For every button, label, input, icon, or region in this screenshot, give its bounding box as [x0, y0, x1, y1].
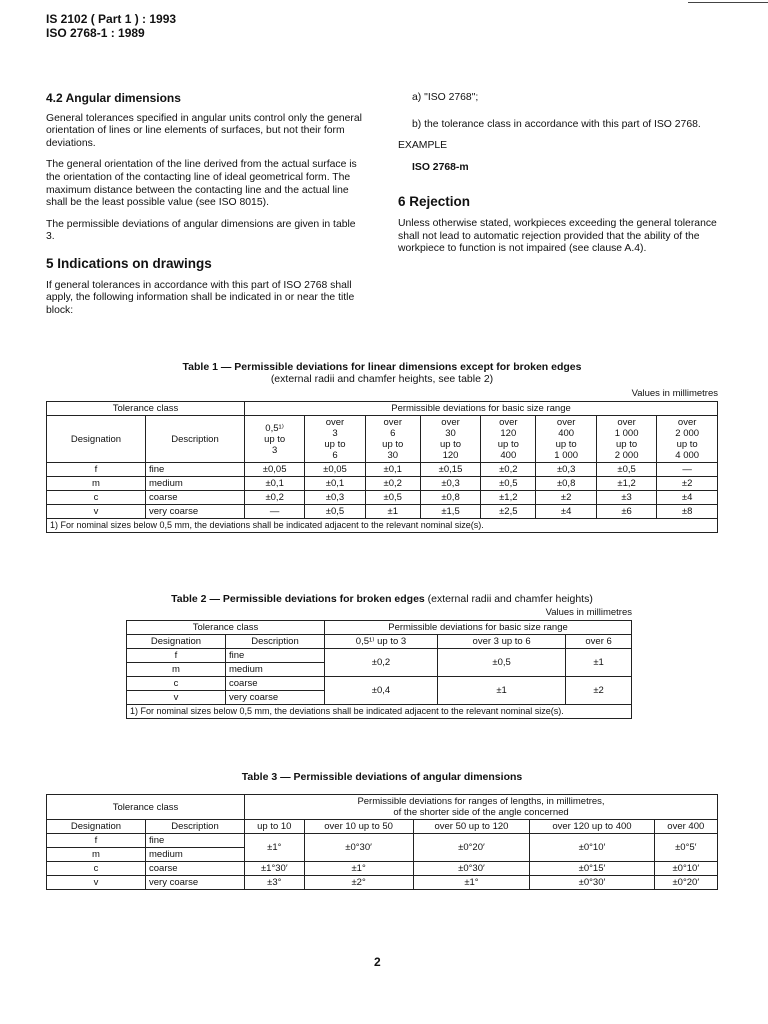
- table-2-range-1: 0,5¹⁾ up to 3: [325, 635, 438, 649]
- table-1-header-row-1: [47, 402, 718, 416]
- table-3-range-3: over 50 up to 120: [413, 820, 530, 834]
- table-1-value: ±0,3: [420, 477, 480, 491]
- table-1-value: ±0,2: [481, 463, 536, 477]
- table-3-value: ±0°30′: [530, 876, 654, 890]
- table-1-header-row-2: [47, 416, 718, 463]
- table-1-value: ±2,5: [481, 505, 536, 519]
- top-rule: [688, 2, 768, 3]
- table-3-value: ±0°30′: [413, 862, 530, 876]
- table-3-value: ±0°5′: [654, 834, 717, 862]
- table-1-value: ±0,3: [536, 463, 596, 477]
- table-1-description-header: Description: [146, 416, 245, 463]
- table-1-range-8: over 2 000 up to 4 000: [657, 416, 718, 463]
- table-1-value: ±0,05: [305, 463, 365, 477]
- table-row: [127, 677, 632, 691]
- table-2-footnote-row: [127, 705, 632, 719]
- table-3-range-header-line-1: Permissible deviations for ranges of lengths, in millimetres,: [357, 796, 605, 807]
- right-column: [398, 92, 720, 265]
- table-1-value: ±1,5: [420, 505, 480, 519]
- table-row: [47, 876, 718, 890]
- table-3-designation-f: f: [47, 834, 146, 848]
- table-3-value: ±1°: [245, 834, 305, 862]
- table-1-value: ±8: [657, 505, 718, 519]
- table-1-value: —: [657, 463, 718, 477]
- section-4-2-para-1: General tolerances specified in angular units control only the general orientation of lines or line elements of surfaces, but not their form deviations.: [46, 112, 362, 149]
- table-2-caption-main: Table 2 — Permissible deviations for broken edges: [171, 593, 425, 605]
- table-2-description-fine: fine: [226, 649, 325, 663]
- document-header: [46, 12, 176, 40]
- table-2-range-2: over 3 up to 6: [438, 635, 566, 649]
- table-2-designation-m: m: [127, 663, 226, 677]
- table-1-units: Values in millimetres: [631, 388, 718, 399]
- section-5-title: 5 Indications on drawings: [46, 255, 212, 271]
- table-2-designation-header: Designation: [127, 635, 226, 649]
- table-1-caption: [46, 361, 718, 385]
- table-3-value: ±1°: [304, 862, 413, 876]
- table-1-value: ±0,1: [365, 463, 420, 477]
- table-1-value: ±0,8: [536, 477, 596, 491]
- table-row: [47, 834, 718, 848]
- table-3-value: ±1°30′: [245, 862, 305, 876]
- table-3-value: ±0°20′: [654, 876, 717, 890]
- table-1-range-3: over 6 up to 30: [365, 416, 420, 463]
- table-1-value: ±0,2: [365, 477, 420, 491]
- table-1-description: very coarse: [146, 505, 245, 519]
- table-3-caption: Table 3 — Permissible deviations of angular dimensions: [241, 771, 523, 783]
- table-row: [47, 477, 718, 491]
- table-2-designation-c: c: [127, 677, 226, 691]
- table-1-range-4: over 30 up to 120: [420, 416, 480, 463]
- table-1-description: medium: [146, 477, 245, 491]
- table-1-range-6: over 400 up to 1 000: [536, 416, 596, 463]
- table-2-units: Values in millimetres: [545, 607, 632, 618]
- table-3-designation-c: c: [47, 862, 146, 876]
- table-1-description: coarse: [146, 491, 245, 505]
- table-1-value: ±0,15: [420, 463, 480, 477]
- table-2-description-coarse: coarse: [226, 677, 325, 691]
- table-1-value: ±0,3: [305, 491, 365, 505]
- table-1: [46, 401, 718, 533]
- table-2-value: ±0,4: [325, 677, 438, 705]
- table-3-description-coarse: coarse: [146, 862, 245, 876]
- example-value: ISO 2768-m: [412, 161, 469, 173]
- table-2-range-header: Permissible deviations for basic size range: [325, 621, 632, 635]
- table-row: [127, 649, 632, 663]
- table-3-value: ±0°15′: [530, 862, 654, 876]
- header-standard-is: IS 2102 ( Part 1 ) : 1993: [46, 12, 177, 26]
- section-4-2-para-3: The permissible deviations of angular dimensions are given in table 3.: [46, 218, 356, 243]
- table-3-header-row-2: [47, 820, 718, 834]
- table-1-value: ±0,05: [245, 463, 305, 477]
- table-1-value: ±0,1: [245, 477, 305, 491]
- table-1-value: ±0,1: [305, 477, 365, 491]
- section-5-para-1: If general tolerances in accordance with this part of ISO 2768 shall apply, the following information shall be indicated in or near the title block:: [46, 279, 355, 316]
- table-1-value: ±0,5: [596, 463, 656, 477]
- table-1-value: ±0,2: [245, 491, 305, 505]
- table-1-footnote: 1) For nominal sizes below 0,5 mm, the deviations shall be indicated adjacent to the relevant nominal size(s).: [47, 519, 718, 533]
- table-1-value: ±6: [596, 505, 656, 519]
- section-6-para-1: Unless otherwise stated, workpieces exceeding the general tolerance shall not lead to automatic rejection provided that the ability of the workpiece to function is not impaired (see clause A.4).: [398, 217, 717, 255]
- table-1-range-7: over 1 000 up to 2 000: [596, 416, 656, 463]
- table-3-range-4: over 120 up to 400: [530, 820, 654, 834]
- table-1-value: ±1,2: [481, 491, 536, 505]
- table-1-value: ±0,8: [420, 491, 480, 505]
- list-item-b: b) the tolerance class in accordance with this part of ISO 2768.: [412, 118, 701, 130]
- table-1-range-2: over 3 up to 6: [305, 416, 365, 463]
- table-2-description-very-coarse: very coarse: [226, 691, 325, 705]
- table-3-designation-m: m: [47, 848, 146, 862]
- table-2-value: ±1: [438, 677, 566, 705]
- table-2-description-medium: medium: [226, 663, 325, 677]
- table-2-caption: [46, 593, 718, 605]
- table-2-value: ±2: [566, 677, 632, 705]
- table-3-range-header-line-2: of the shorter side of the angle concerned: [393, 807, 569, 818]
- table-3-range-5: over 400: [654, 820, 717, 834]
- table-3-value: ±0°20′: [413, 834, 530, 862]
- table-1-range-header: Permissible deviations for basic size range: [245, 402, 718, 416]
- table-3-description-fine: fine: [146, 834, 245, 848]
- table-2: [126, 620, 632, 719]
- table-1-range-5: over 120 up to 400: [481, 416, 536, 463]
- table-3-designation-header: Designation: [47, 820, 146, 834]
- table-1-value: ±4: [536, 505, 596, 519]
- table-3-range-1: up to 10: [245, 820, 305, 834]
- table-1-value: ±0,5: [305, 505, 365, 519]
- table-3-description-header: Description: [146, 820, 245, 834]
- table-row: [47, 505, 718, 519]
- table-1-value: ±2: [657, 477, 718, 491]
- table-1-value: ±1: [365, 505, 420, 519]
- table-1-caption-sub: (external radii and chamfer heights, see table 2): [270, 373, 494, 385]
- table-1-value: ±0,5: [481, 477, 536, 491]
- table-row: [47, 463, 718, 477]
- section-4-2-para-2: The general orientation of the line derived from the actual surface is the orientation of the contacting line of ideal geometrical form. The maximum distance between the contacting line and the actual line shall be the least possible value (see ISO 8015).: [46, 159, 357, 209]
- table-1-value: ±3: [596, 491, 656, 505]
- table-row: [47, 491, 718, 505]
- table-1-value: ±0,5: [365, 491, 420, 505]
- table-1-value: —: [245, 505, 305, 519]
- table-3-description-medium: medium: [146, 848, 245, 862]
- table-3-value: ±1°: [413, 876, 530, 890]
- table-2-value: ±0,5: [438, 649, 566, 677]
- table-1-value: ±2: [536, 491, 596, 505]
- table-2-designation-f: f: [127, 649, 226, 663]
- table-1-class-header: Tolerance class: [47, 402, 245, 416]
- example-label: EXAMPLE: [398, 140, 448, 152]
- table-3: [46, 794, 718, 890]
- table-3-range-header: [245, 795, 718, 820]
- table-1-designation: m: [47, 477, 146, 491]
- table-1-range-1: 0,5¹⁾ up to 3: [245, 416, 305, 463]
- table-1-value: ±1,2: [596, 477, 656, 491]
- table-2-caption-rest: (external radii and chamfer heights): [424, 593, 593, 605]
- page-number: 2: [374, 955, 381, 969]
- table-2-class-header: Tolerance class: [127, 621, 325, 635]
- section-6-title: 6 Rejection: [398, 194, 471, 210]
- table-3-value: ±2°: [304, 876, 413, 890]
- left-column: [46, 92, 366, 326]
- table-3-value: ±0°30′: [304, 834, 413, 862]
- table-1-designation: f: [47, 463, 146, 477]
- table-2-range-3: over 6: [566, 635, 632, 649]
- table-2-description-header: Description: [226, 635, 325, 649]
- table-2-value: ±0,2: [325, 649, 438, 677]
- table-1-value: ±4: [657, 491, 718, 505]
- table-3-designation-v: v: [47, 876, 146, 890]
- header-standard-iso: ISO 2768-1 : 1989: [46, 26, 145, 40]
- table-3-description-very-coarse: very coarse: [146, 876, 245, 890]
- table-1-description: fine: [146, 463, 245, 477]
- table-1-designation-header: Designation: [47, 416, 146, 463]
- table-2-header-row-1: [127, 621, 632, 635]
- table-2-header-row-2: [127, 635, 632, 649]
- table-3-header-row-1: [47, 795, 718, 820]
- table-row: [47, 862, 718, 876]
- section-4-2-title: 4.2 Angular dimensions: [46, 91, 181, 105]
- table-1-designation: v: [47, 505, 146, 519]
- table-3-value: ±0°10′: [530, 834, 654, 862]
- table-3-class-header: Tolerance class: [47, 795, 245, 820]
- table-3-range-2: over 10 up to 50: [304, 820, 413, 834]
- table-1-designation: c: [47, 491, 146, 505]
- table-1-footnote-row: [47, 519, 718, 533]
- table-3-value: ±0°10′: [654, 862, 717, 876]
- table-2-footnote: 1) For nominal sizes below 0,5 mm, the deviations shall be indicated adjacent to the relevant nominal size(s).: [127, 705, 632, 719]
- list-item-a: a) "ISO 2768";: [412, 92, 479, 103]
- table-2-designation-v: v: [127, 691, 226, 705]
- table-2-value: ±1: [566, 649, 632, 677]
- table-1-caption-main: Table 1 — Permissible deviations for linear dimensions except for broken edges: [182, 361, 582, 373]
- table-3-value: ±3°: [245, 876, 305, 890]
